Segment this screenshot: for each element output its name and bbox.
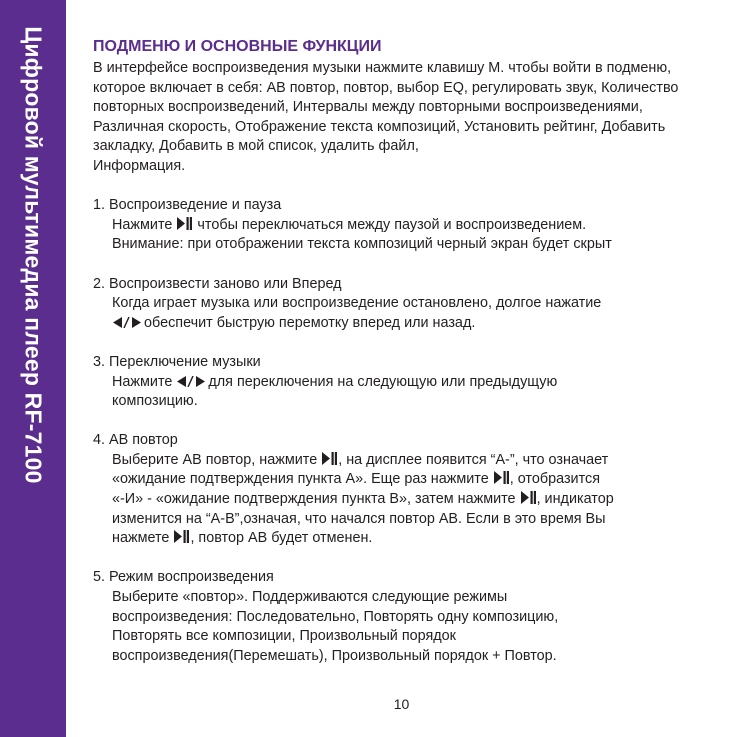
section-heading: 5. Режим воспроизведения [93,569,274,586]
section-body [93,451,693,549]
prev-next-icon [177,376,205,387]
body-text: Нажмите [112,373,173,390]
play-pause-icon [174,530,189,543]
intro-text-last: Информация. [93,157,186,174]
play-pause-icon [494,471,509,484]
section-playback-mode [93,568,693,666]
section-ab-repeat [93,431,693,549]
play-pause-icon [177,217,192,230]
section-switch-music [93,353,693,412]
page-content [93,37,693,666]
body-text: нажмете [112,530,170,547]
body-text: для переключения на следующую или предыдущую [208,373,558,390]
body-text: воспроизведения: Последовательно, Повторять одну композицию, [112,608,559,625]
body-text: Повторять все композиции, Произвольный порядок [112,628,456,645]
section-body [93,373,693,412]
body-text: Когда играет музыка или воспроизведение остановлено, долгое нажатие [112,295,602,312]
section-body [93,216,693,255]
body-text: изменится на “А-В”,означая, что начался повтор АВ. Если в это время Вы [112,510,606,527]
page-number: 10 [393,696,410,712]
section-heading: 1. Воспроизведение и пауза [93,197,282,214]
section-heading: 4. АВ повтор [93,432,178,449]
body-text: Выберите АВ повтор, нажмите [112,451,318,468]
sidebar-title: Цифровой мультимедиа плеер RF-7100 [20,26,47,484]
body-text: «-И» - «ожидание подтверждения пункта В», затем нажмите [112,491,516,508]
body-text: Нажмите [112,216,173,233]
play-pause-icon [521,491,536,504]
body-text: , повтор АВ будет отменен. [190,530,373,547]
section-heading: 3. Переключение музыки [93,353,261,370]
body-text: Выберите «повтор». Поддерживаются следующие режимы [112,589,508,606]
section-body [93,294,693,333]
body-text: чтобы переключаться между паузой и воспроизведением. [197,216,587,233]
body-text: воспроизведения(Перемешать), Произвольный порядок + Повтор. [112,647,557,664]
body-text: обеспечит быструю перемотку вперед или назад. [144,314,476,331]
body-text: , отобразится [509,471,601,488]
body-text: композицию. [112,393,198,410]
section-play-pause [93,196,693,255]
body-text: Внимание: при отображении текста композиций черный экран будет скрыт [112,236,612,253]
prev-next-icon [113,317,141,328]
intro-paragraph [93,59,693,177]
intro-text: В интерфейсе воспроизведения музыки нажмите клавишу M. чтобы войти в подменю, которое включает в себя: АВ повтор, повтор, выбор EQ, регулировать звук, Количество повторных воспроизведений, Интервалы между повторными воспроизведениями, Различная скорость, Отображение текста композиций, Установить рейтинг, Добавить закладку, Добавить в мой список, удалить файл, [93,60,679,155]
section-body [93,588,693,666]
sidebar-band [0,0,66,737]
body-text: «ожидание подтверждения пункта А». Еще раз нажмите [112,471,489,488]
body-text: , индикатор [536,491,614,508]
section-heading: 2. Воспроизвести заново или Вперед [93,275,342,292]
play-pause-icon [322,452,337,465]
page-title: ПОДМЕНЮ И ОСНОВНЫЕ ФУНКЦИИ [93,38,382,55]
section-replay-forward [93,275,693,334]
body-text: , на дисплее появится “А-”, что означает [338,451,609,468]
